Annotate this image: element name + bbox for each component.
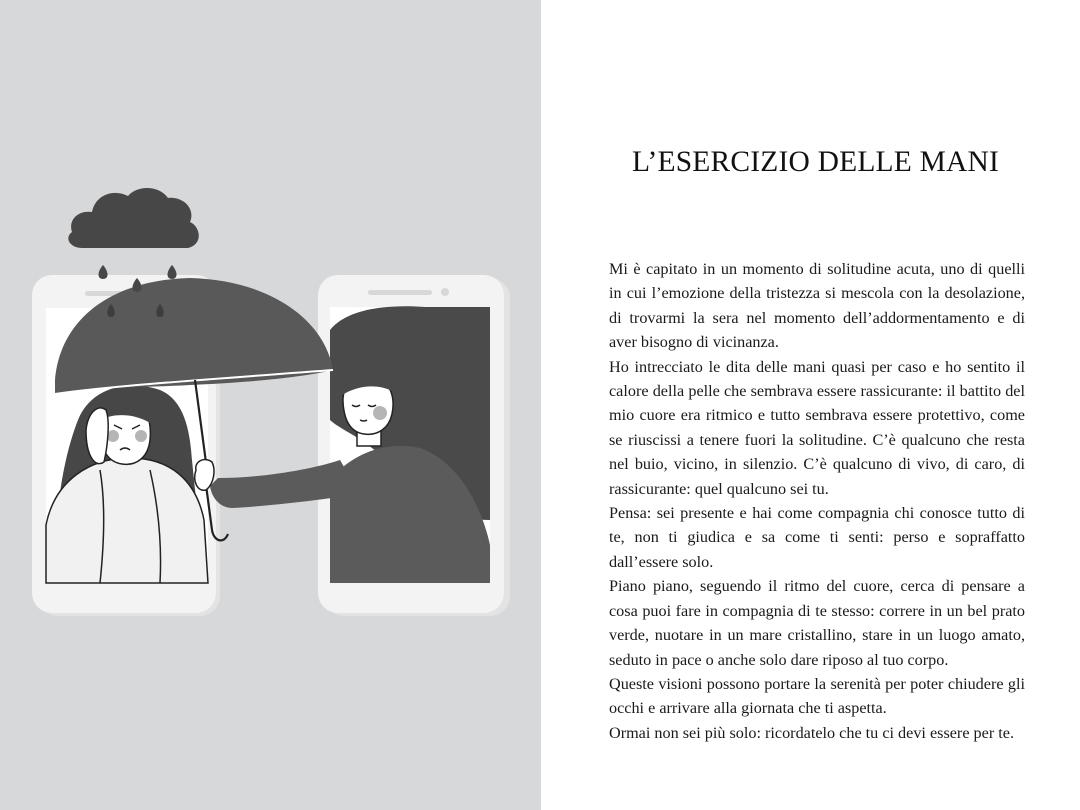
- page-title: L’ESERCIZIO DELLE MANI: [631, 146, 1000, 178]
- body-text: [609, 257, 1025, 745]
- text-panel: [541, 0, 1080, 810]
- paragraph: Ho intrecciato le dita delle mani quasi per caso e ho sentito il calore della pelle che sembrava essere rassicurante: il battito del mio cuore era ritmico e tutto sembrava essere protettivo, come se riuscissi a tenere fuori la solitudine. C’è qualcuno che resta nel buio, vicino, in silenzio. C’è qualcuno di vivo, di caro, di rassicurante: quel qualcuno sei tu.: [609, 357, 1025, 498]
- paragraph: Pensa: sei presente e hai come compagnia chi conosce tutto di te, non ti giudica e sa come ti senti: perso e sopraffatto dall’essere solo.: [609, 504, 1025, 571]
- raindrop-icon: [99, 265, 108, 279]
- rain-cloud-icon: [68, 188, 198, 248]
- raindrop-icon: [168, 265, 177, 279]
- paragraph: Mi è capitato in un momento di solitudine acuta, uno di quelli in cui l’emozione della tristezza si mescola con la desolazione, di trovarmi la sera nel momento dell’addormentamento e di aver bisogno di vicinanza.: [609, 260, 1025, 352]
- paragraph: Piano piano, seguendo il ritmo del cuore, cerca di pensare a cosa puoi fare in compagnia di te stesso: correre in un bel prato verde, nuotare in un mare cristallino, stare in un luogo amato, seduto in pace o anche solo dare riposo al tuo corpo.: [609, 577, 1025, 669]
- left-woman-hand: [86, 408, 108, 464]
- paragraph: Queste visioni possono portare la serenità per poter chiudere gli occhi e arrivare alla giornata che ti aspetta.: [609, 674, 1025, 718]
- paragraph: Ormai non sei più solo: ricordatelo che tu ci devi essere per te.: [609, 723, 1015, 742]
